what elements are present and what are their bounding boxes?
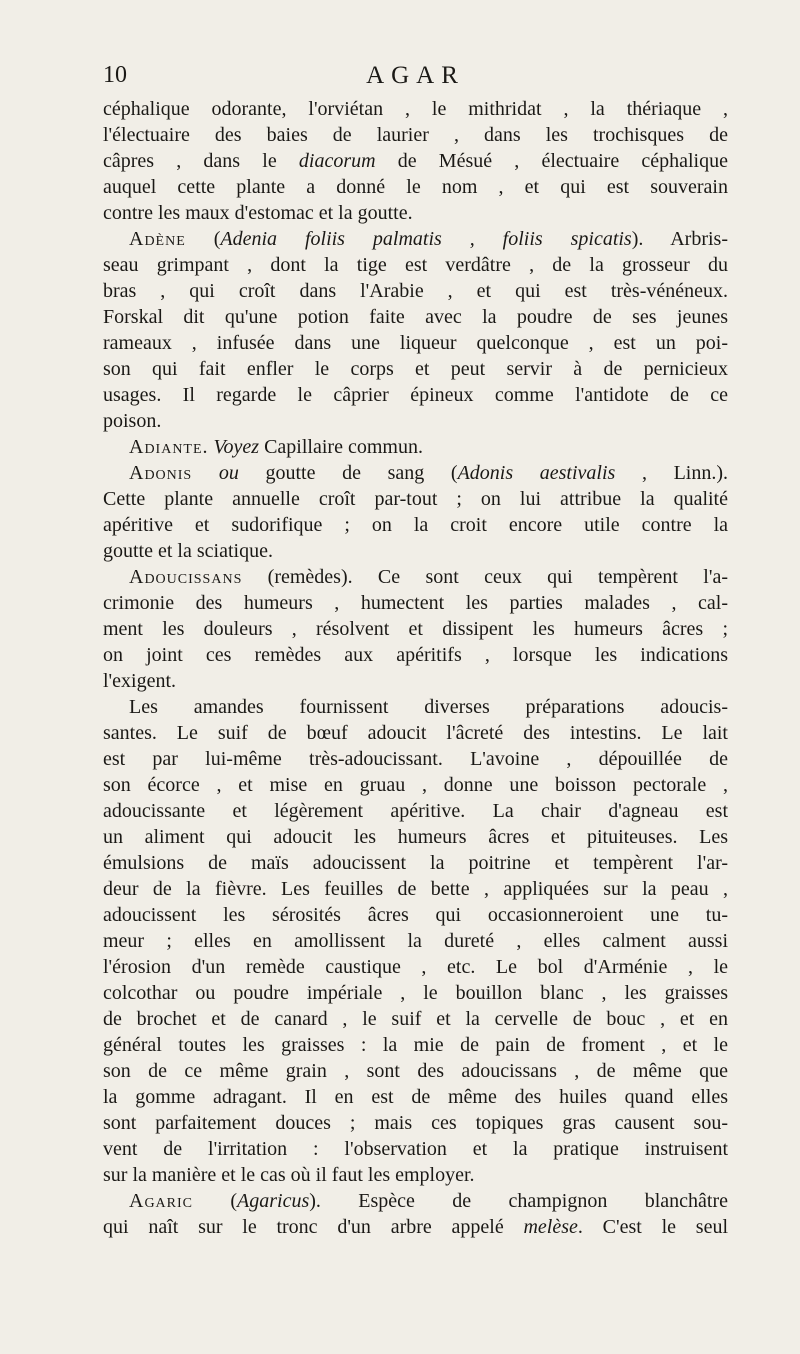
text-line: vent de l'irritation : l'observation et la pratique instruisent bbox=[103, 1138, 728, 1160]
text-line: rameaux , infusée dans une liqueur quelconque , est un poi- bbox=[103, 332, 728, 354]
text-line: crimonie des humeurs , humectent les parties malades , cal- bbox=[103, 592, 728, 614]
text-line: colcothar ou poudre impériale , le bouillon blanc , les graisses bbox=[103, 982, 728, 1004]
text-line: sont parfaitement douces ; mais ces topiques gras causent sou- bbox=[103, 1112, 728, 1134]
text-line: l'érosion d'un remède caustique , etc. Le bol d'Arménie , le bbox=[103, 956, 728, 978]
text-line: adoucissante et légèrement apéritive. La chair d'agneau est bbox=[103, 800, 728, 822]
text-line: usages. Il regarde le câprier épineux comme l'antidote de ce bbox=[103, 384, 728, 406]
text-line: bras , qui croît dans l'Arabie , et qui est très-vénéneux. bbox=[103, 280, 728, 302]
text-line: la gomme adragant. Il en est de même des huiles quand elles bbox=[103, 1086, 728, 1108]
text-line: de brochet et de canard , le suif et la cervelle de bouc , et en bbox=[103, 1008, 728, 1030]
text-line: son de ce même grain , sont des adoucissans , de même que bbox=[103, 1060, 728, 1082]
text-line: l'exigent. bbox=[103, 670, 177, 692]
text-line: Les amandes fournissent diverses préparations adoucis- bbox=[129, 696, 728, 718]
text-line: un aliment qui adoucit les humeurs âcres et pituiteuses. Les bbox=[103, 826, 728, 848]
text-line: apéritive et sudorifique ; on la croit encore utile contre la bbox=[103, 514, 728, 536]
text-line: Adonis ou goutte de sang (Adonis aestivalis , Linn.). bbox=[129, 462, 728, 484]
text-line: son qui fait enfler le corps et peut servir à de pernicieux bbox=[103, 358, 728, 380]
text-line: céphalique odorante, l'orviétan , le mithridat , la thériaque , bbox=[103, 98, 728, 120]
text-line: seau grimpant , dont la tige est verdâtre , de la grosseur du bbox=[103, 254, 728, 276]
text-line: on joint ces remèdes aux apéritifs , lorsque les indications bbox=[103, 644, 728, 666]
text-line: adoucissent les sérosités âcres qui occasionneroient une tu- bbox=[103, 904, 728, 926]
body-text bbox=[103, 96, 728, 1240]
text-line: deur de la fièvre. Les feuilles de bette , appliquées sur la peau , bbox=[103, 878, 728, 900]
text-line: son écorce , et mise en gruau , donne une boisson pectorale , bbox=[103, 774, 728, 796]
text-line: Cette plante annuelle croît par-tout ; on lui attribue la qualité bbox=[103, 488, 728, 510]
text-line: Adoucissans (remèdes). Ce sont ceux qui tempèrent l'a- bbox=[129, 566, 728, 588]
text-line: Agaric (Agaricus). Espèce de champignon blanchâtre bbox=[129, 1190, 728, 1212]
text-line: est par lui-même très-adoucissant. L'avoine , dépouillée de bbox=[103, 748, 728, 770]
text-line: émulsions de maïs adoucissent la poitrine et tempèrent l'ar- bbox=[103, 852, 728, 874]
text-line: poison. bbox=[103, 410, 162, 432]
text-line: ment les douleurs , résolvent et dissipent les humeurs âcres ; bbox=[103, 618, 728, 640]
page-number: 10 bbox=[103, 62, 127, 88]
page-header bbox=[103, 62, 728, 92]
text-line: Adiante. Voyez Capillaire commun. bbox=[129, 436, 423, 458]
text-line: général toutes les graisses : la mie de pain de froment , et le bbox=[103, 1034, 728, 1056]
text-line: Forskal dit qu'une potion faite avec la poudre de ses jeunes bbox=[103, 306, 728, 328]
text-line: qui naît sur le tronc d'un arbre appelé melèse. C'est le seul bbox=[103, 1216, 728, 1238]
text-line: câpres , dans le diacorum de Mésué , électuaire céphalique bbox=[103, 150, 728, 172]
text-line: goutte et la sciatique. bbox=[103, 540, 273, 562]
text-line: Adène (Adenia foliis palmatis , foliis spicatis). Arbris- bbox=[129, 228, 728, 250]
text-line: auquel cette plante a donné le nom , et qui est souverain bbox=[103, 176, 728, 198]
running-head: AGAR bbox=[366, 62, 465, 89]
text-line: contre les maux d'estomac et la goutte. bbox=[103, 202, 413, 224]
text-line: l'électuaire des baies de laurier , dans les trochisques de bbox=[103, 124, 728, 146]
text-line: santes. Le suif de bœuf adoucit l'âcreté des intestins. Le lait bbox=[103, 722, 728, 744]
text-line: meur ; elles en amollissent la dureté , elles calment aussi bbox=[103, 930, 728, 952]
text-line: sur la manière et le cas où il faut les employer. bbox=[103, 1164, 475, 1186]
